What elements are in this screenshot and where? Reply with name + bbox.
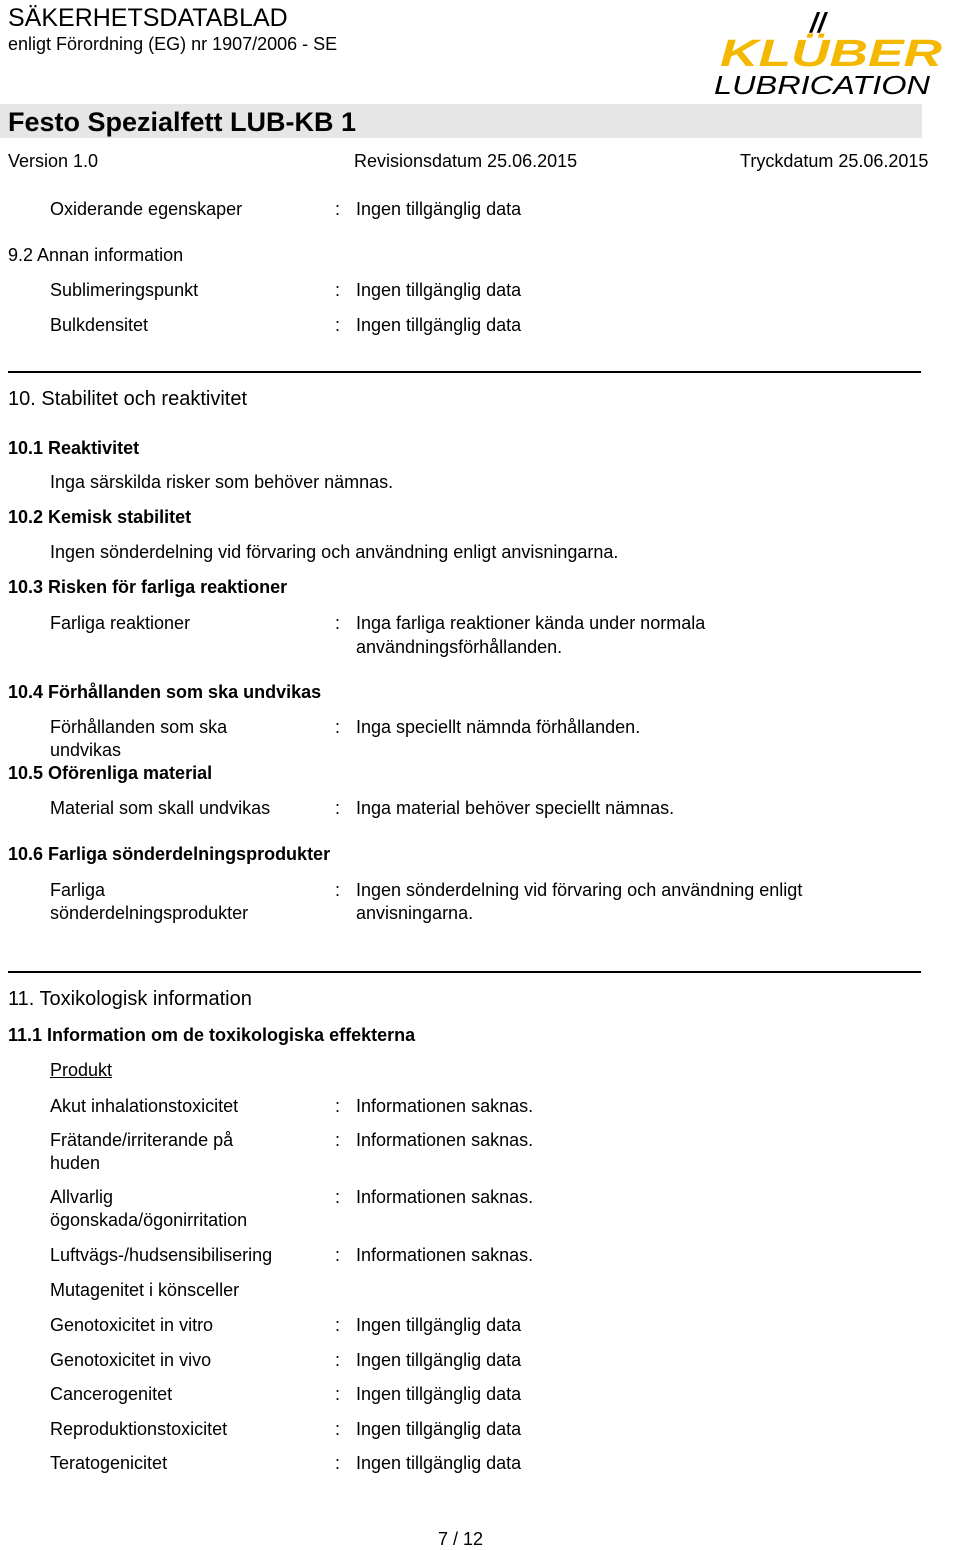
section-9-2-title: 9.2 Annan information [8, 245, 184, 265]
tox-row-label-cont: huden [50, 1153, 101, 1173]
bulk-density-value: Ingen tillgänglig data [356, 315, 522, 335]
sublimation-value: Ingen tillgänglig data [356, 280, 522, 300]
kluber-logo [706, 8, 942, 98]
colon: : [335, 1419, 341, 1439]
section-divider [8, 371, 921, 373]
tox-row-label: Cancerogenitet [50, 1384, 173, 1404]
tox-row-label: Luftvägs-/hudsensibilisering [50, 1245, 273, 1265]
colon: : [335, 798, 341, 818]
section-10-2-title: 10.2 Kemisk stabilitet [8, 507, 192, 527]
conditions-avoid-value: Inga speciellt nämnda förhållanden. [356, 717, 641, 737]
tox-row-value: Informationen saknas. [356, 1187, 534, 1207]
colon: : [335, 1453, 341, 1473]
section-divider [8, 971, 921, 973]
version: Version 1.0 [8, 151, 99, 171]
tox-row-label: Reproduktionstoxicitet [50, 1419, 228, 1439]
section-10-1-title: 10.1 Reaktivitet [8, 438, 140, 458]
tox-row-value: Informationen saknas. [356, 1130, 534, 1150]
colon: : [335, 1384, 341, 1404]
colon: : [335, 1350, 341, 1370]
sublimation-label: Sublimeringspunkt [50, 280, 199, 300]
oxidizing-label: Oxiderande egenskaper [50, 199, 243, 219]
chemical-stability-text: Ingen sönderdelning vid förvaring och användning enligt anvisningarna. [50, 542, 619, 562]
colon: : [335, 315, 341, 335]
regulation-subtitle: enligt Förordning (EG) nr 1907/2006 - SE [8, 34, 338, 54]
decomposition-products-label-cont: sönderdelningsprodukter [50, 903, 249, 923]
print-date: Tryckdatum 25.06.2015 [740, 151, 929, 171]
conditions-avoid-label-cont: undvikas [50, 740, 122, 760]
reactivity-text: Inga särskilda risker som behöver nämnas. [50, 472, 394, 492]
tox-row-label: Akut inhalationstoxicitet [50, 1096, 239, 1116]
section-10-4-title: 10.4 Förhållanden som ska undvikas [8, 682, 322, 702]
revision-date: Revisionsdatum 25.06.2015 [354, 151, 578, 171]
document-title: SÄKERHETSDATABLAD [8, 4, 288, 32]
decomposition-products-value-cont: anvisningarna. [356, 903, 474, 923]
colon: : [335, 280, 341, 300]
hazardous-reactions-value: Inga farliga reaktioner kända under normala [356, 613, 706, 633]
logo-kluber: KLÜBER [720, 33, 879, 75]
colon: : [335, 1315, 341, 1335]
section-10-6-title: 10.6 Farliga sönderdelningsprodukter [8, 844, 331, 864]
tox-row-value: Ingen tillgänglig data [356, 1453, 522, 1473]
page-number: 7 / 12 [438, 1529, 484, 1549]
oxidizing-value: Ingen tillgänglig data [356, 199, 522, 219]
tox-row-value: Ingen tillgänglig data [356, 1384, 522, 1404]
incompatible-materials-label: Material som skall undvikas [50, 798, 271, 818]
hazardous-reactions-label: Farliga reaktioner [50, 613, 191, 633]
tox-row-label: Mutagenitet i könsceller [50, 1280, 240, 1300]
tox-row-value: Ingen tillgänglig data [356, 1350, 522, 1370]
logo-mark: // [810, 8, 826, 38]
section-10-3-title: 10.3 Risken för farliga reaktioner [8, 577, 288, 597]
tox-row-label: Genotoxicitet in vivo [50, 1350, 212, 1370]
incompatible-materials-value: Inga material behöver speciellt nämnas. [356, 798, 675, 818]
decomposition-products-label: Farliga [50, 880, 106, 900]
product-heading: Produkt [50, 1060, 113, 1080]
colon: : [335, 717, 341, 737]
tox-row-value: Ingen tillgänglig data [356, 1419, 522, 1439]
tox-row-value: Ingen tillgänglig data [356, 1315, 522, 1335]
product-name: Festo Spezialfett LUB-KB 1 [8, 107, 357, 137]
decomposition-products-value: Ingen sönderdelning vid förvaring och användning enligt [356, 880, 803, 900]
colon: : [335, 1130, 341, 1150]
tox-row-label: Allvarlig [50, 1187, 114, 1207]
tox-row-label: Genotoxicitet in vitro [50, 1315, 214, 1335]
tox-row-value: Informationen saknas. [356, 1245, 534, 1265]
tox-row-label: Teratogenicitet [50, 1453, 168, 1473]
bulk-density-label: Bulkdensitet [50, 315, 149, 335]
section-10-5-title: 10.5 Oförenliga material [8, 763, 213, 783]
section-11-1-title: 11.1 Information om de toxikologiska effekterna [8, 1025, 416, 1045]
tox-row-value: Informationen saknas. [356, 1096, 534, 1116]
tox-row-label: Frätande/irriterande på [50, 1130, 234, 1150]
tox-row-label-cont: ögonskada/ögonirritation [50, 1210, 248, 1230]
logo-lubrication: LUBRICATION [714, 70, 931, 98]
colon: : [335, 1096, 341, 1116]
conditions-avoid-label: Förhållanden som ska [50, 717, 228, 737]
colon: : [335, 199, 341, 219]
colon: : [335, 1245, 341, 1265]
colon: : [335, 1187, 341, 1207]
section-10-title: 10. Stabilitet och reaktivitet [8, 388, 248, 410]
section-11-title: 11. Toxikologisk information [8, 988, 252, 1010]
colon: : [335, 613, 341, 633]
colon: : [335, 880, 341, 900]
hazardous-reactions-value-cont: användningsförhållanden. [356, 637, 563, 657]
